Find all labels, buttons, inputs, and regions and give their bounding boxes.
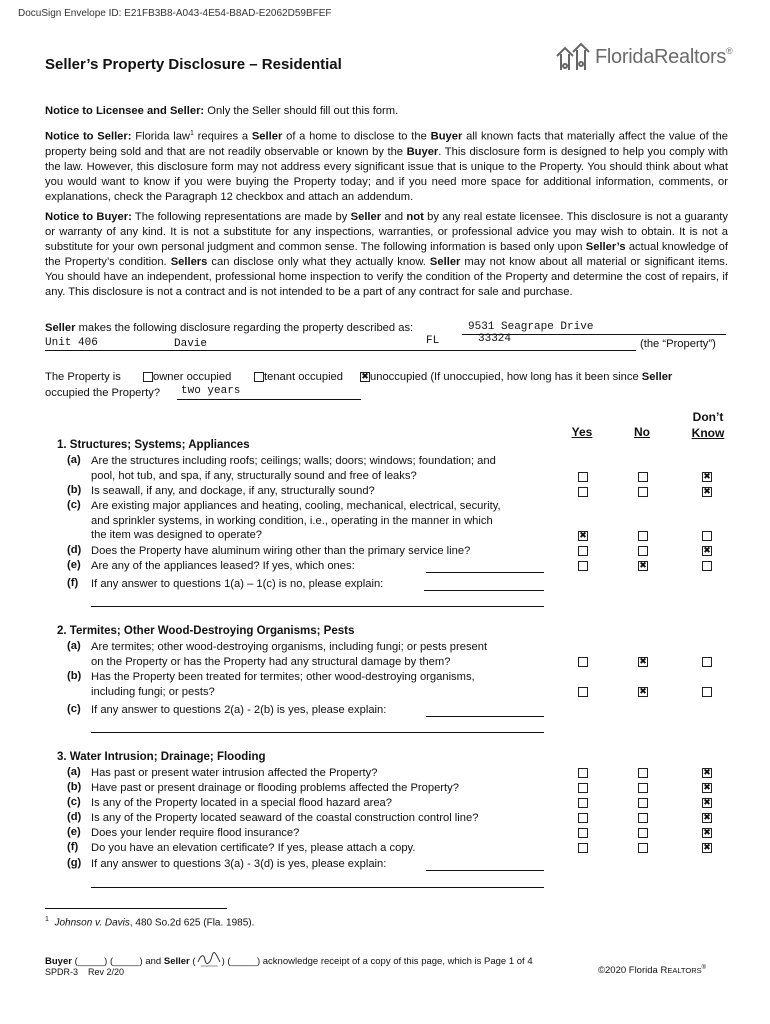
q2c-label: (c) [67,703,81,715]
q1e-no-checkbox[interactable]: ✖ [639,561,647,571]
section-1-title: 1. Structures; Systems; Appliances [57,439,250,451]
notice-seller: Notice to Seller: Florida law$^1$ requires a Seller of a home to disclose to the Buyer all known facts that materially affect the value of the property being sold and that are not readily observable or known by the Buyer. This disclosure form is designed to help you comply with the law. However, this disclosure form may not address every significant issue that is unique to the Property. You should think about what you would want to know if you were buying the Property today; and if you need more space for additional information, comments, or explanations, check the Paragraph 12 checkbox and attach an addendum. [45,130,728,203]
occupancy-answer[interactable]: two years [181,385,241,397]
q3g-answer-line-2[interactable] [91,887,544,888]
q3e-label: (e) [67,826,81,838]
property-zip[interactable]: 33324 [478,333,512,345]
q1c-text: Are existing major appliances and heating, cooling, mechanical, electrical, security, and sprinkler systems, in working condition, i.e., operating in the manner in which the item was designed to operate? [91,500,501,541]
property-street[interactable]: 9531 Seagrape Drive [468,321,594,333]
property-lead: Seller makes the following disclosure regarding the property described as: [45,322,414,334]
q3b-text: Have past or present drainage or flooding problems affected the Property? [91,782,459,794]
q1d-text: Does the Property have aluminum wiring other than the primary service line? [91,545,471,557]
q1a-yes-checkbox[interactable] [578,472,588,482]
q3d-label: (d) [67,811,82,823]
q3e-text: Does your lender require flood insurance? [91,827,300,839]
q3f-dontknow-checkbox[interactable]: ✖ [703,843,711,853]
form-number: SPDR-3 Rev 2/20 [45,967,125,977]
footnote: $^1$ Johnson v. Davis, 480 So.2d 625 (Fla. 1985). [45,916,255,929]
q1f-answer-line-2[interactable] [91,606,544,607]
q1f-label: (f) [67,577,79,589]
buyer-initial-2[interactable]: (_____) [109,956,143,967]
seller-initial-2[interactable]: (_____) [227,956,261,967]
q3g-label: (g) [67,857,82,869]
q1c-dontknow-checkbox[interactable] [702,531,712,541]
q3b-yes-checkbox[interactable] [578,783,588,793]
occupancy-question: occupied the Property? [45,387,161,399]
notice-licensee: Notice to Licensee and Seller: Only the Seller should fill out this form. [45,105,399,117]
q2c-answer-line-2[interactable] [91,732,544,733]
property-state[interactable]: FL [426,335,440,347]
q1a-no-checkbox[interactable] [638,472,648,482]
q3b-dontknow-checkbox[interactable]: ✖ [703,783,711,793]
q1d-label: (d) [67,544,82,556]
q3d-text: Is any of the Property located seaward of the coastal construction control line? [91,812,479,824]
seller-initials-signature [196,950,222,968]
q1c-label: (c) [67,499,81,511]
q3g-text: If any answer to questions 3(a) - 3(d) is yes, please explain: [91,858,387,870]
q3d-no-checkbox[interactable] [638,813,648,823]
unoccupied-label: unoccupied (If unoccupied, how long has it been since Seller [370,371,673,383]
notice-buyer: Notice to Buyer: The following representations are made by Seller and not by any real estate licensee. This disclosure is not a guaranty or warranty of any kind. It is not a substitute for any inspections, warranties, or professional advice you may wish to obtain. It is not a substitute for your own personal judgment and common sense. The following information is based only upon Seller’s actual knowledge of the Property’s condition. Sellers can disclose only what they actually know. Seller may not know about all material or significant items. You should have an independent, professional home inspection to verify the condition of the Property and determine the cost of repairs, if any. This disclosure is not a contract and is not intended to be a part of any contract for sale and purchase. [45,211,729,298]
page-title: Seller’s Property Disclosure – Residential [45,56,342,73]
q3e-dontknow-checkbox[interactable]: ✖ [703,828,711,838]
q3c-text: Is any of the Property located in a special flood hazard area? [91,797,393,809]
column-no: No [634,425,650,439]
q1d-dontknow-checkbox[interactable]: ✖ [703,546,711,556]
q3e-yes-checkbox[interactable] [578,828,588,838]
q3a-yes-checkbox[interactable] [578,768,588,778]
q2a-dontknow-checkbox[interactable] [702,657,712,667]
q3c-label: (c) [67,796,81,808]
q3b-no-checkbox[interactable] [638,783,648,793]
q3f-yes-checkbox[interactable] [578,843,588,853]
q2c-answer-line[interactable] [426,716,544,717]
q1d-yes-checkbox[interactable] [578,546,588,556]
florida-realtors-logo [555,40,732,74]
section-3-title: 3. Water Intrusion; Drainage; Flooding [57,751,266,763]
q1b-dontknow-checkbox[interactable]: ✖ [703,487,711,497]
q3d-dontknow-checkbox[interactable]: ✖ [703,813,711,823]
q1f-answer-line[interactable] [424,590,544,591]
column-yes: Yes [571,425,593,439]
q2b-yes-checkbox[interactable] [578,687,588,697]
q3f-text: Do you have an elevation certificate? If yes, please attach a copy. [91,842,416,854]
q3a-no-checkbox[interactable] [638,768,648,778]
q3c-dontknow-checkbox[interactable]: ✖ [703,798,711,808]
unoccupied-checkbox[interactable]: ✖ [361,372,369,382]
q1b-yes-checkbox[interactable] [578,487,588,497]
q1e-answer-line[interactable] [426,572,544,573]
q1e-text: Are any of the appliances leased? If yes, which ones: [91,560,355,572]
envelope-id: DocuSign Envelope ID: E21FB3B8-A043-4E54-B8AD-E2062D59BFEF [18,8,332,19]
q3g-answer-line[interactable] [426,870,544,871]
q1c-no-checkbox[interactable] [638,531,648,541]
q1f-text: If any answer to questions 1(a) – 1(c) is no, please explain: [91,578,384,590]
property-city[interactable]: Davie [174,338,208,350]
q3c-no-checkbox[interactable] [638,798,648,808]
seller-initial-1[interactable]: ( ) [192,953,224,967]
q1a-text: Are the structures including roofs; ceilings; walls; doors; windows; foundation; and pool, hot tub, and spa, if any, structurally sound and free of leaks? [91,455,496,482]
q1d-no-checkbox[interactable] [638,546,648,556]
q1e-label: (e) [67,559,81,571]
q1b-label: (b) [67,484,82,496]
q2b-text: Has the Property been treated for termites; other wood-destroying organisms, including fungi; or pests? [91,671,475,698]
q1b-text: Is seawall, if any, and dockage, if any, structurally sound? [91,485,375,497]
q2b-dontknow-checkbox[interactable] [702,687,712,697]
property-suffix: (the “Property”) [640,338,716,350]
realtors-house-icon [555,42,591,72]
column-dont-know: Don’t Know [691,410,725,440]
q3b-label: (b) [67,781,82,793]
q3f-label: (f) [67,841,79,853]
copyright: ©2020 Florida REALTORS® [598,965,707,977]
q1a-label: (a) [67,454,81,466]
buyer-initial-1[interactable]: (_____) [74,956,108,967]
q3a-text: Has past or present water intrusion affected the Property? [91,767,378,779]
footnote-rule [45,908,227,909]
q3a-label: (a) [67,766,81,778]
q2a-text: Are termites; other wood-destroying organisms, including fungi; or pests present on the Property or has the Property had any structural damage by them? [91,641,488,668]
q2b-label: (b) [67,670,82,682]
q2a-no-checkbox[interactable]: ✖ [639,657,647,667]
q3a-dontknow-checkbox[interactable]: ✖ [703,768,711,778]
q3c-yes-checkbox[interactable] [578,798,588,808]
tenant-occupied-checkbox[interactable] [254,372,264,382]
logo-wordmark: FloridaRealtors® [595,45,733,68]
q3f-no-checkbox[interactable] [638,843,648,853]
footer-acknowledgement: Buyer (_____) (_____) and Seller ( ) (_____) acknowledge receipt of a copy of this page, which is Page 1 of 4 [45,953,533,967]
q1e-dontknow-checkbox[interactable] [702,561,712,571]
q2c-text: If any answer to questions 2(a) - 2(b) is yes, please explain: [91,704,387,716]
owner-occupied-label: owner occupied [153,371,232,383]
q2a-yes-checkbox[interactable] [578,657,588,667]
q1c-yes-checkbox[interactable]: ✖ [579,531,587,541]
section-2-title: 2. Termites; Other Wood-Destroying Organisms; Pests [57,625,355,637]
q1e-yes-checkbox[interactable] [578,561,588,571]
q1b-no-checkbox[interactable] [638,487,648,497]
q1a-dontknow-checkbox[interactable]: ✖ [703,472,711,482]
property-unit[interactable]: Unit 406 [45,337,98,349]
q3e-no-checkbox[interactable] [638,828,648,838]
owner-occupied-checkbox[interactable] [143,372,153,382]
q2a-label: (a) [67,640,81,652]
q3d-yes-checkbox[interactable] [578,813,588,823]
tenant-occupied-label: tenant occupied [264,371,343,383]
occupancy-lead: The Property is [45,371,121,383]
q2b-no-checkbox[interactable]: ✖ [639,687,647,697]
